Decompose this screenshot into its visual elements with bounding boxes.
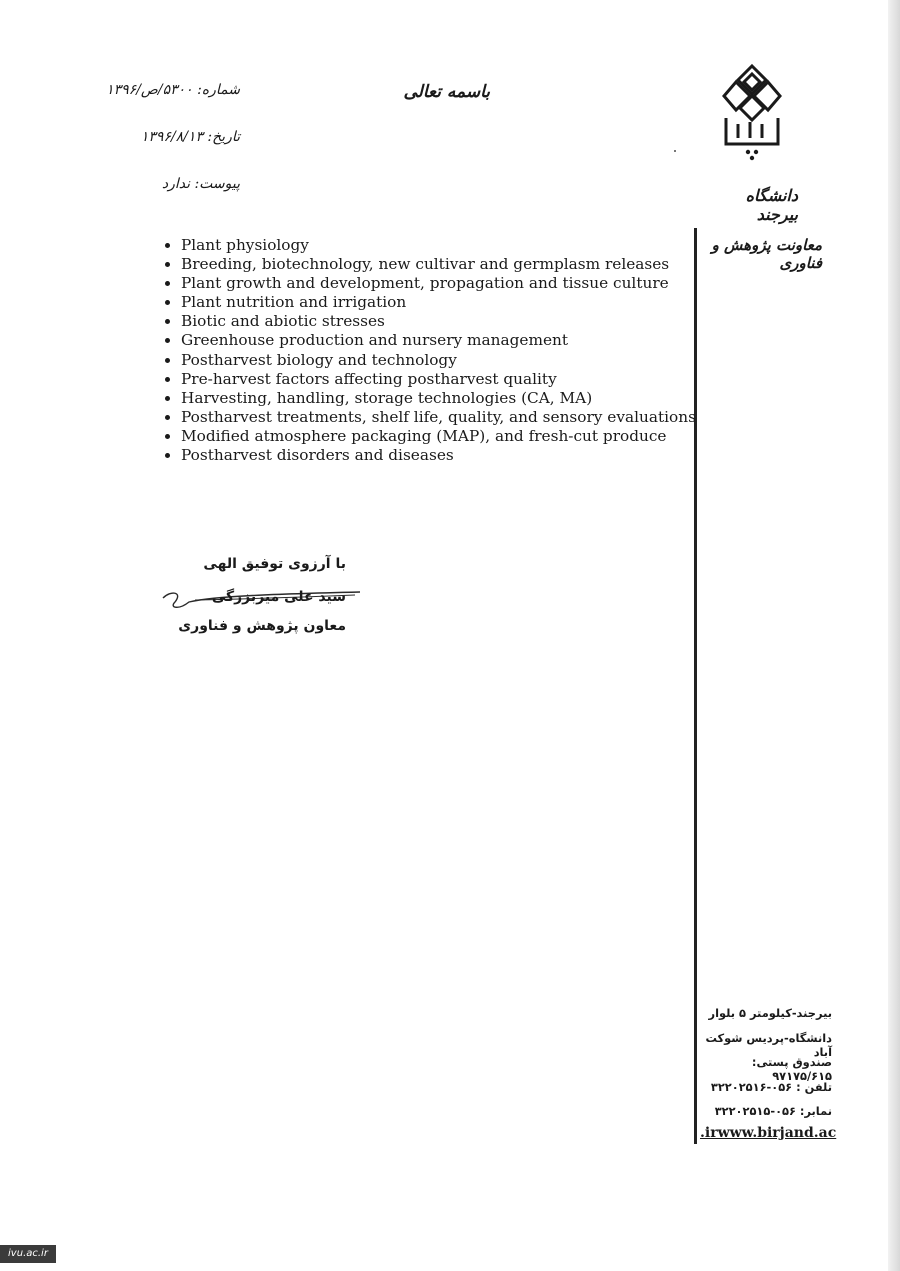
page-edge-shadow <box>888 0 900 1271</box>
phone-number: تلفن : ۰۵۶-۳۲۲۰۲۵۱۶ <box>710 1080 832 1094</box>
list-item: • Harvesting, handling, storage technologies (CA, MA) <box>181 389 696 408</box>
scan-speck <box>674 150 676 152</box>
university-logo-icon <box>722 62 782 162</box>
signatory-title: معاون پژوهش و فناوری <box>178 618 346 634</box>
website-link[interactable]: .irwww.birjand.ac <box>700 1125 837 1141</box>
list-item: • Biotic and abiotic stresses <box>181 312 696 331</box>
list-item: • Plant growth and development, propagation and tissue culture <box>181 274 696 293</box>
list-item: • Breeding, biotechnology, new cultivar and germplasm releases <box>181 255 696 274</box>
list-item: • Plant nutrition and irrigation <box>181 293 696 312</box>
list-item: • Greenhouse production and nursery management <box>181 331 696 350</box>
letter-number: شماره: ۵۳۰۰/ص/۱۳۹۶ <box>106 82 240 98</box>
address-line: بیرجند-کیلومتر ۵ بلوار <box>708 1006 832 1020</box>
list-item: • Pre-harvest factors affecting postharvest quality <box>181 370 696 389</box>
source-badge: ivu.ac.ir <box>0 1245 56 1263</box>
postal-box: صندوق پستی: ۹۷۱۷۵/۶۱۵ <box>751 1055 832 1083</box>
letter-date: تاریخ: ۱۳۹۶/۸/۱۳ <box>140 129 240 145</box>
letter-attachment: پیوست: ندارد <box>161 176 240 192</box>
closing-wish: با آرزوی توفیق الهی <box>203 556 346 572</box>
topics-list <box>150 236 696 465</box>
list-item: • Modified atmosphere packaging (MAP), and fresh-cut produce <box>181 427 696 446</box>
signatory-name: سید علی میربزرگی <box>211 589 346 605</box>
basmala: باسمه تعالی <box>403 82 490 102</box>
list-item: • Plant physiology <box>181 236 696 255</box>
university-name: دانشگاه بیرجند <box>745 186 798 224</box>
address-line: دانشگاه-پردیس شوکت آباد <box>705 1031 832 1059</box>
list-item: • Postharvest biology and technology <box>181 351 696 370</box>
department-name: معاونت پژوهش و فناوری <box>711 236 822 272</box>
list-item: • Postharvest disorders and diseases <box>181 446 696 465</box>
fax-number: نمابر: ۰۵۶-۳۲۲۰۲۵۱۵ <box>714 1104 832 1118</box>
list-item: • Postharvest treatments, shelf life, quality, and sensory evaluations <box>181 408 696 427</box>
